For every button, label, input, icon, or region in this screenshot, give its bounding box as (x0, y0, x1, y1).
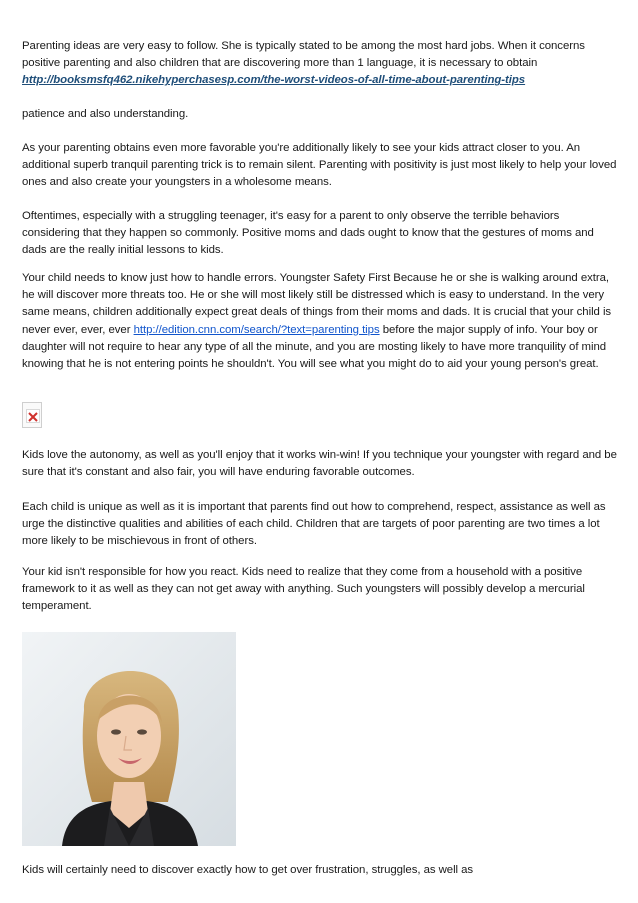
paragraph-5 (22, 270, 618, 373)
paragraph-6: Kids love the autonomy, as well as you'll enjoy that it works win-win! If you technique your youngster with regard and be sure that it's constant and also fair, you will have enduring favorable outcomes. (22, 449, 617, 479)
portrait-photo (22, 632, 236, 846)
paragraph-7: Each child is unique as well as it is important that parents find out how to comprehend, respect, assistance as well as urge the distinctive qualities and abilities of each child. Children that are targets of poor parenting are two times a lot more likely to be mischievous in front of others. (22, 501, 606, 548)
cnn-search-link[interactable]: http://edition.cnn.com/search/?text=parenting tips (133, 323, 380, 336)
paragraph-5-text: Your child needs to know just how to handle errors. Youngster Safety First Because he or she is walking around extra, he will discover more threats too. He or she will most likely still be distressed which is easy to understand. In the very same means, children additionally expect great deals of things from their moms and dads. It is crucial that your child is never ever, ever, ever (22, 272, 612, 336)
paragraph-3: As your parenting obtains even more favorable you're additionally likely to see your kids attract closer to you. An additional superb tranquil parenting trick is to remain silent. Parenting with positivity is just most likely to help your loved ones and also create your youngsters in a wholesome means. (22, 142, 617, 189)
paragraph-1 (22, 38, 618, 90)
broken-image-placeholder (22, 402, 42, 428)
paragraph-8: Your kid isn't responsible for how you react. Kids need to realize that they come from a household with a positive framework to it as well as they can not get away with anything. Such youngsters will possibly develop a mercurial temperament. (22, 566, 585, 613)
broken-image-icon (26, 409, 40, 423)
paragraph-4: Oftentimes, especially with a struggling teenager, it's easy for a parent to only observe the terrible behaviors considering that they happen so commonly. Positive moms and dads ought to know that the gestures of moms and dads are the really initial lessons to kids. (22, 210, 594, 257)
blog-link[interactable]: http://booksmsfq462.nikehyperchasesp.com/the-worst-videos-of-all-time-about-parenting-tips (22, 74, 526, 87)
paragraph-5-tail: before the major supply of info. Your boy or daughter will not require to hear any type of all the minute, and you are mosting likely to have more tranquility of mind knowing that he is not entering points he shouldn't. You will see what you might do to aid your young person's great. (22, 323, 607, 371)
paragraph-1-text: Parenting ideas are very easy to follow. She is typically stated to be among the most hard jobs. When it concerns positive parenting and also children that are discovering more than 1 language, it is necessary to obtain (22, 40, 585, 70)
paragraph-2: patience and also understanding. (22, 108, 189, 120)
paragraph-9: Kids will certainly need to discover exactly how to get over frustration, struggles, as well as (22, 864, 474, 876)
